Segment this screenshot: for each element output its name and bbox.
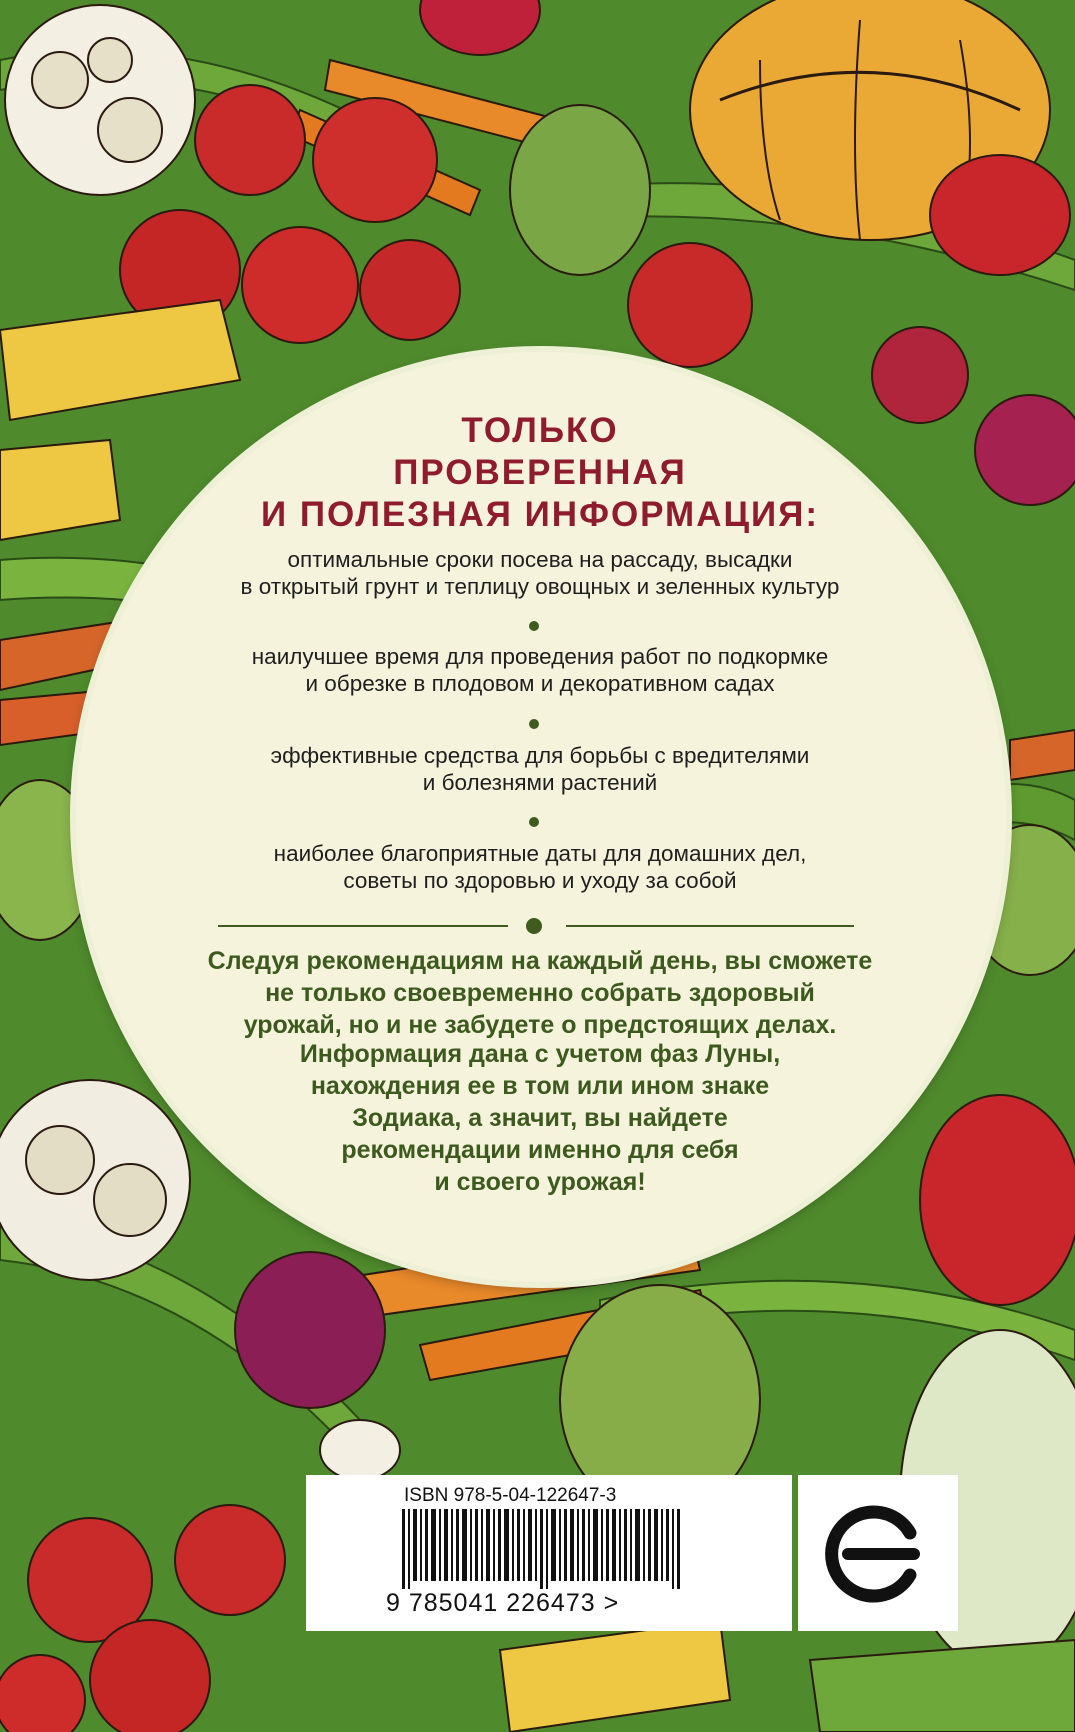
feature-line: эффективные средства для борьбы с вредителями (270, 743, 810, 768)
promo-line: не только своевременно собрать здоровый (265, 979, 815, 1007)
bullet-dot (529, 719, 539, 729)
promo-line: нахождения ее в том или ином знаке (310, 1072, 770, 1100)
feature-item (170, 742, 910, 796)
feature-item (170, 546, 910, 600)
barcode (402, 1509, 692, 1589)
promo-line: рекомендации именно для себя (341, 1136, 739, 1164)
isbn-label: ISBN 978-5-04-122647-3 (404, 1485, 617, 1506)
cover-heading (120, 410, 960, 536)
divider-line-right (566, 925, 854, 927)
feature-line: и обрезке в плодовом и декоративном садах (305, 671, 775, 696)
promo-line: Следуя рекомендациям на каждый день, вы сможете (207, 947, 873, 975)
isbn-box (306, 1475, 792, 1631)
feature-line: советы по здоровью и уходу за собой (343, 868, 737, 893)
feature-line: и болезнями растений (422, 770, 658, 795)
promo-paragraph-1 (120, 945, 960, 1041)
barcode-number: 9 785041 226473 > (386, 1589, 620, 1617)
heading-line: ПРОВЕРЕННАЯ (393, 453, 687, 492)
divider-dot (526, 918, 542, 934)
promo-line: Зодиака, а значит, вы найдете (352, 1104, 728, 1132)
feature-line: наиболее благоприятные даты для домашних дел, (273, 841, 807, 866)
feature-line: в открытый грунт и теплицу овощных и зеленных культур (240, 574, 840, 599)
promo-paragraph-2 (120, 1038, 960, 1198)
promo-line: и своего урожая! (434, 1168, 646, 1196)
bullet-dot (529, 621, 539, 631)
divider-line-left (218, 925, 508, 927)
heading-line: ТОЛЬКО (461, 411, 619, 450)
heading-line: И ПОЛЕЗНАЯ ИНФОРМАЦИЯ: (260, 495, 820, 534)
feature-item (170, 840, 910, 894)
feature-line: наилучшее время для проведения работ по подкормке (251, 644, 829, 669)
feature-line: оптимальные сроки посева на рассаду, высадки (287, 547, 793, 572)
bullet-dot (529, 817, 539, 827)
promo-line: урожай, но и не забудете о предстоящих делах. (243, 1011, 837, 1039)
promo-line: Информация дана с учетом фаз Луны, (299, 1040, 781, 1068)
publisher-logo-icon (798, 1475, 958, 1631)
feature-item (170, 643, 910, 697)
publisher-logo (798, 1475, 958, 1631)
